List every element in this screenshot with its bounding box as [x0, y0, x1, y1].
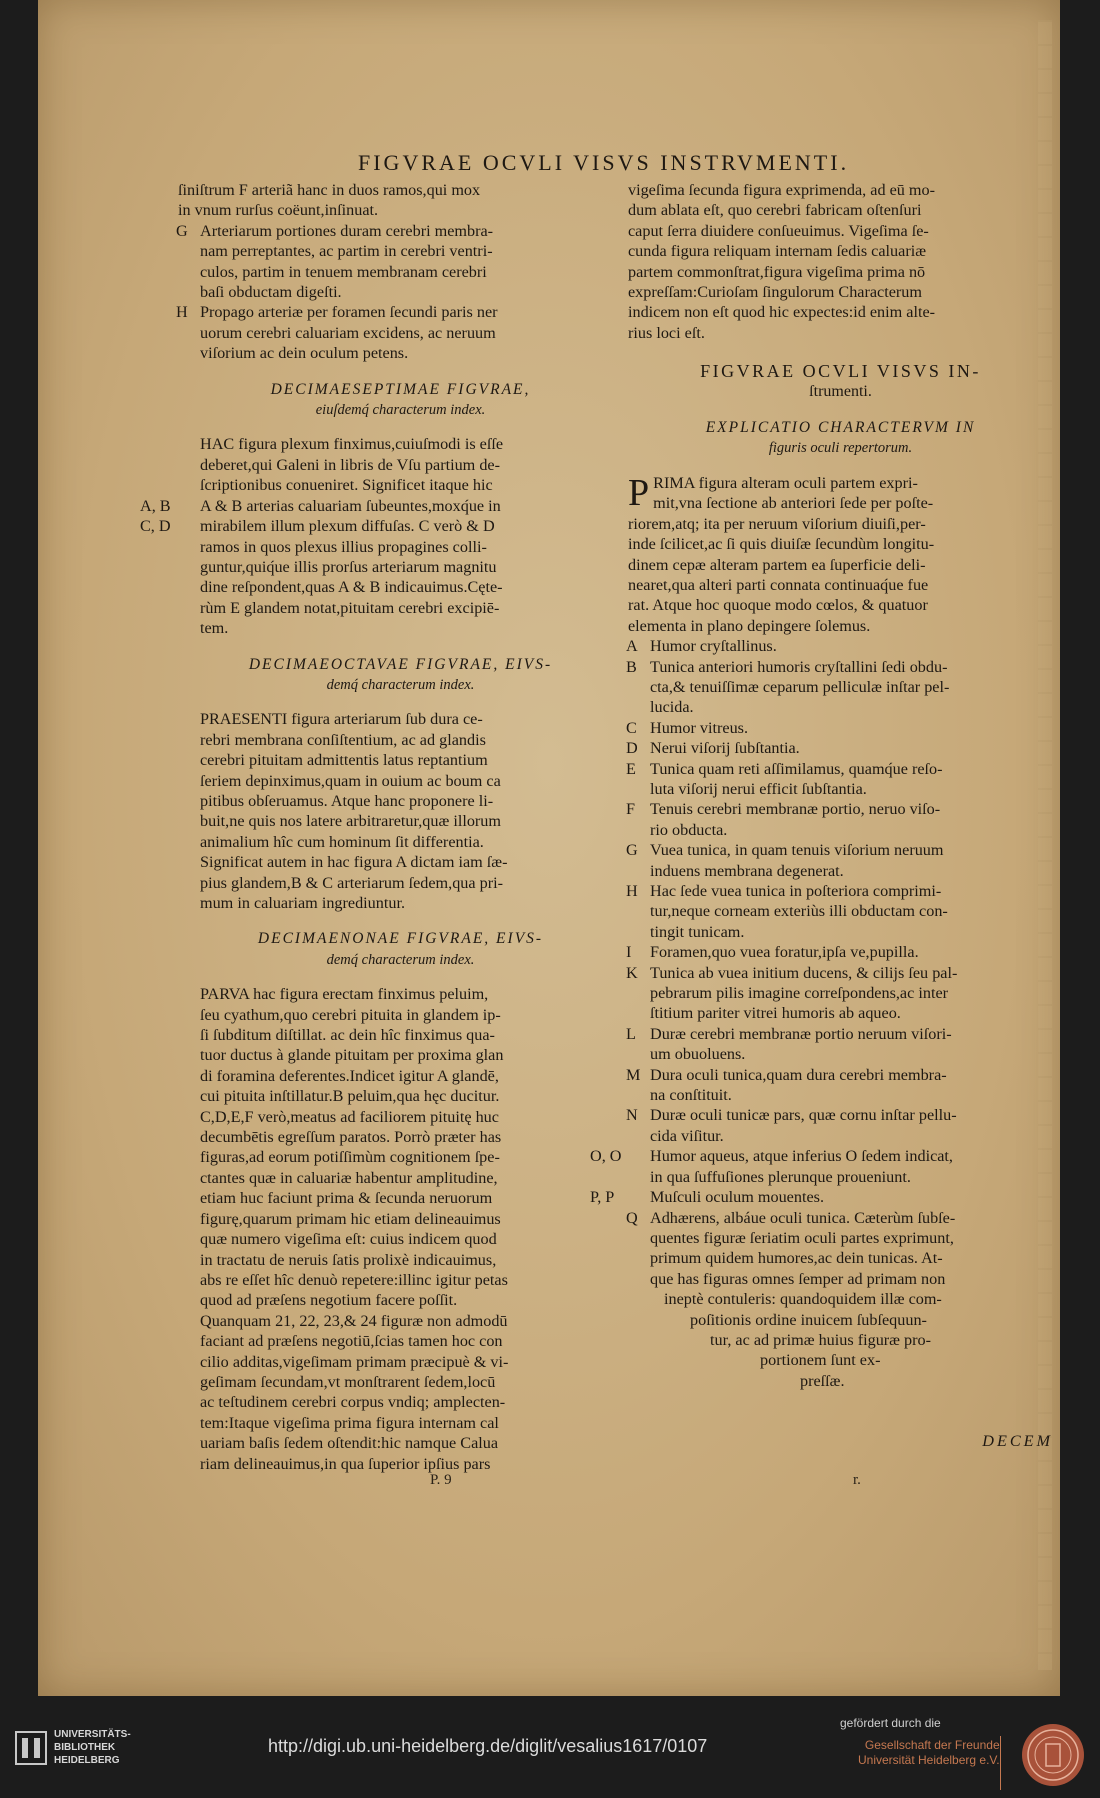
sponsor-line: Gesellschaft der Freunde	[864, 1738, 1000, 1752]
text-line: Tunica anteriori humoris cryſtallini ſedi obdu-	[650, 657, 948, 676]
section-heading-19: DECIMAENONAE FIGVRAE, EIVS-	[257, 930, 544, 948]
text-line: elementa in plano depingere ſolemus.	[628, 616, 871, 635]
text-line: ſiniſtrum F arteriã hanc in duos ramos,qui mox	[178, 181, 481, 199]
text-line: Adhærens, albáue oculi tunica. Cæterùm ſubſe-	[650, 1208, 956, 1227]
item-o	[590, 1146, 1053, 1187]
text-line: Duræ cerebri membranæ portio neruum viſori-	[650, 1024, 952, 1043]
text-line: ſeu cyathum,quo cerebri pituita in glandem ip-	[200, 1005, 501, 1024]
item-marker: M	[626, 1065, 641, 1084]
text-line: luta viſorij nerui efficit ſubſtantia.	[650, 779, 867, 798]
item-marker: O, O	[590, 1147, 622, 1166]
margin-marker: A, B	[140, 496, 171, 515]
text-line: viſorium ac dein oculum petens.	[200, 344, 409, 363]
text-line: Humor cryſtallinus.	[650, 637, 777, 656]
text-line: PRAESENTI figura arteriarum ſub dura ce-	[200, 710, 483, 729]
item-marker: K	[626, 963, 638, 982]
section-19-text	[178, 984, 623, 1474]
item-marker: F	[626, 800, 636, 819]
text-line: primum quidem humores,ac dein tunicas. At-	[650, 1249, 943, 1268]
prima-paragraph	[628, 473, 1053, 636]
text-line: riorem,atq; ita per neruum viſorium diuiſi,per-	[628, 514, 926, 533]
viewer-footer	[0, 1710, 1100, 1798]
text-line: tur,neque corneam exteriùs illi obductam con-	[650, 902, 948, 921]
text-line: dinem cepæ alteram partem ea ſuperficie deli-	[628, 555, 926, 574]
text-line: ac teſtudinem cerebri corpus vndiq; amplecten-	[200, 1393, 506, 1412]
text-line: in tractatu de neruis ſatis prolixè indicauimus,	[200, 1250, 497, 1269]
text-line: RIMA figura alteram oculi partem expri-	[653, 473, 918, 492]
sponsor-block[interactable]	[840, 1716, 1005, 1792]
catchword: DECEM	[982, 1432, 1053, 1451]
logo-line: BIBLIOTHEK	[54, 1742, 116, 1753]
text-line: rio obducta.	[650, 820, 728, 839]
text-line: cilio additas,vigeſimam primam præcipuè & vi-	[200, 1352, 509, 1371]
item-q	[628, 1208, 1053, 1392]
text-line: ſtitium pariter vitrei humoris ab aqueo.	[650, 1004, 901, 1023]
item-p	[590, 1187, 1053, 1207]
signature-mark-right: r.	[853, 1472, 861, 1488]
sponsor-name	[858, 1738, 1000, 1768]
item-m	[628, 1065, 1053, 1106]
text-line: vigeſima ſecunda figura exprimenda, ad eū mo-	[628, 181, 935, 199]
section-17-text	[140, 434, 623, 638]
text-line: tem.	[200, 619, 229, 638]
text-line: cerebri pituitam admittentis latus reptantium	[200, 751, 488, 770]
text-line: A & B arterias caluariam ſubeuntes,moxq́ue in	[200, 496, 501, 515]
text-line: riam delineauimus,in qua ſuperior ipſius pars	[200, 1454, 491, 1473]
item-marker: C	[626, 718, 637, 737]
item-marker: A	[626, 637, 638, 656]
item-f	[628, 799, 1053, 840]
text-line: etiam huc faciunt prima & ſecunda neruorum	[200, 1189, 493, 1208]
text-line: cunda figura reliquam internam ſedis caluariæ	[628, 242, 927, 261]
text-line: rat. Atque hoc quoque modo cœlos, & quatuor	[628, 596, 928, 615]
item-marker: H	[626, 882, 638, 900]
text-line: di foramina deferentes.Indicet igitur A glandē,	[200, 1066, 499, 1085]
text-line: Significat autem in hac figura A dictam iam ſæ-	[200, 853, 508, 872]
text-line: Foramen,quo vuea foratur,ipſa ve,pupilla.	[650, 943, 919, 962]
university-seal-icon	[1020, 1722, 1086, 1788]
text-line: Tenuis cerebri membranæ portio, neruo viſo-	[650, 800, 941, 819]
item-k	[628, 963, 1053, 1024]
item-a	[628, 636, 1053, 656]
text-line: cta,& tenuiſſimæ ceparum pelliculæ inſtar pel-	[650, 677, 950, 696]
text-line: Humor vitreus.	[650, 718, 749, 737]
text-line: Arteriarum portiones duram cerebri membra-	[200, 221, 494, 240]
running-title: FIGVRAE OCVLI VISVS INSTRVMENTI.	[358, 150, 850, 175]
section-18-text	[178, 709, 623, 913]
text-line: Nerui viſorij ſubſtantia.	[650, 739, 800, 758]
text-line: Muſculi oculum mouentes.	[650, 1188, 824, 1207]
section-subheading-19: demq́ characterum index.	[326, 951, 475, 968]
text-line: ſeriem depinximus,quam in ouium ac boum ca	[200, 771, 501, 790]
text-line: quentes figuræ ſeriatim oculi partes exprimunt,	[650, 1228, 954, 1247]
text-line: induens membrana degenerat.	[650, 861, 844, 880]
text-line: tingit tunicam.	[650, 922, 745, 941]
text-line: geſimam ſecundam,vt monſtrarent ſedem,locū	[200, 1372, 496, 1391]
text-line: expreſſam:Curioſam ſingulorum Characterum	[628, 283, 922, 302]
drop-cap: P	[628, 471, 650, 514]
text-line: mirabilem illum plexum diffuſas. C verò & D	[200, 517, 495, 536]
library-logo-icon	[14, 1728, 48, 1768]
text-line: cui pituita inſtillatur.B peluim,qua hęc ducitur.	[200, 1087, 500, 1106]
text-line: Dura oculi tunica,quam dura cerebri membra-	[650, 1065, 947, 1084]
item-marker: N	[626, 1106, 638, 1125]
library-logo[interactable]	[14, 1724, 154, 1774]
section-heading-oculi-2: ſtrumenti.	[809, 382, 872, 400]
text-line: inde ſcilicet,ac ſi quis diuiſæ ſecundùm longitu-	[628, 535, 935, 554]
text-line: figurę,quarum primam hic etiam delineauimus	[200, 1209, 501, 1228]
text-line: C,D,E,F verò,meatus ad faciliorem pituitę huc	[200, 1107, 499, 1126]
text-line: tur, ac ad primæ huius figuræ pro-	[710, 1330, 931, 1349]
text-line: abs re eſſet hîc denuò repetere:illinc igitur petas	[200, 1270, 508, 1289]
margin-marker: C, D	[140, 517, 171, 536]
text-line: Tunica quam reti aſſimilamus, quamq́ue reſo-	[650, 759, 943, 778]
text-line: poſitionis ordine inuicem ſubſequun-	[690, 1310, 927, 1329]
text-line: guntur,quiq́ue illis prorſus arteriarum magnitu	[200, 557, 497, 576]
right-intro	[628, 180, 1053, 343]
text-line: rùm E glandem notat,pituitam cerebri excipiē-	[200, 598, 500, 617]
text-line: na conſtituit.	[650, 1086, 732, 1105]
text-line: indicem non eſt quod hic expectes:id enim alte-	[628, 303, 936, 322]
section-heading-17: DECIMAESEPTIMAE FIGVRAE,	[270, 380, 531, 398]
item-i	[628, 942, 1053, 962]
text-line: decumbētis egreſſum paratos. Porrò præter has	[200, 1128, 502, 1147]
item-marker: B	[626, 657, 637, 676]
text-line: in vnum rurſus coëunt,inſinuat.	[178, 201, 379, 220]
section-subheading-17: eiuſdemq́ characterum index.	[315, 402, 486, 419]
text-line: portionem ſunt ex-	[760, 1351, 881, 1370]
item-marker: G	[626, 841, 638, 860]
text-line: que has figuras omnes ſemper ad primam non	[650, 1269, 946, 1288]
text-line: ſcriptionibus conueniret. Significet itaque hic	[200, 476, 493, 495]
text-line: deberet,qui Galeni in libris de Vſu partium de-	[200, 455, 500, 474]
section-heading-18: DECIMAEOCTAVAE FIGVRAE, EIVS-	[248, 655, 553, 673]
text-line: animalium hîc cum hominum ſit differentia.	[200, 832, 484, 851]
text-line: pebrarum pilis imagine correſpondens,ac inter	[650, 984, 949, 1003]
text-line: buit,ne quis nos latere arbitraretur,quæ illorum	[200, 812, 501, 831]
item-l	[628, 1024, 1053, 1065]
text-line: partem commonſtrat,figura vigeſima prima nō	[628, 262, 926, 281]
explicatio-heading: EXPLICATIO CHARACTERVM IN	[705, 419, 976, 437]
text-line: Hac ſede vuea tunica in poſteriora comprimi-	[650, 882, 942, 900]
text-line: mum in caluariam ingrediuntur.	[200, 894, 405, 912]
item-n	[628, 1105, 1053, 1146]
text-line: ramos in quos plexus illius propagines colli-	[200, 537, 487, 556]
text-line: um obuoluens.	[650, 1045, 746, 1064]
section-heading-oculi: FIGVRAE OCVLI VISVS IN-	[700, 361, 981, 382]
text-line: Humor aqueus, atque inferius O ſedem indicat,	[650, 1147, 953, 1166]
text-line: nam perreptantes, ac partim in cerebri ventri-	[200, 242, 493, 261]
text-line: ctantes quæ in caluariæ habentur amplitudine,	[200, 1168, 498, 1187]
text-line: Quanquam 21, 22, 23,& 24 figuræ non admodū	[200, 1311, 508, 1330]
text-line: pitibus obſeruamus. Atque hanc proponere li-	[200, 791, 494, 810]
text-line: culos, partim in tenuem membranam cerebri	[200, 262, 487, 281]
text-line: caput ſerra diuidere conſueuimus. Vigeſima ſe-	[628, 221, 929, 240]
sponsor-label: gefördert durch die	[840, 1716, 941, 1730]
text-line: preſſæ.	[800, 1371, 845, 1390]
text-line: in qua ſuffuſiones plerunque proueniunt.	[650, 1167, 911, 1186]
text-line: tuor ductus à glande pituitam per proxima glan	[200, 1046, 504, 1065]
logo-line: UNIVERSITÄTS-	[54, 1729, 131, 1740]
item-b	[628, 657, 1053, 718]
logo-line: HEIDELBERG	[54, 1755, 120, 1766]
text-line: ſi ſubditum diſtillat. ac dein hîc finximus qua-	[200, 1026, 495, 1045]
permalink-url[interactable]: http://digi.ub.uni-heidelberg.de/diglit/vesalius1617/0107	[268, 1736, 708, 1756]
right-column	[590, 180, 1053, 1452]
item-h	[178, 302, 623, 363]
text-line: lucida.	[650, 698, 694, 717]
item-marker: G	[176, 221, 188, 240]
item-marker: E	[626, 759, 636, 778]
text-line: baſi obductam digeſti.	[200, 283, 342, 302]
left-column	[140, 180, 623, 1474]
item-marker: I	[626, 943, 632, 962]
text-line: rebri membrana conſiſtentium, ac ad glandis	[200, 730, 486, 749]
text-line: HAC figura plexum finximus,cuiuſmodi is eſſe	[200, 435, 504, 454]
text-line: dine reſpondent,quas A & B indicauimus.Cęte-	[200, 578, 503, 597]
library-logo-text	[54, 1728, 131, 1767]
text-line: rius loci eſt.	[628, 323, 705, 342]
text-line: mit,vna ſectione ab anteriori ſede per poſte-	[653, 494, 934, 513]
section-subheading-18: demq́ characterum index.	[326, 676, 475, 693]
item-e	[628, 759, 1053, 800]
text-line: nearet,qua alteri parti connata continuaq́ue fue	[628, 575, 929, 594]
item-marker: D	[626, 739, 638, 758]
text-line: figuras,ad eorum potiſſimùm cognitionem ſpe-	[200, 1148, 500, 1167]
text-line: ineptè contuleris: quandoquidem illæ com-	[664, 1290, 942, 1309]
item-marker: Q	[626, 1208, 638, 1227]
item-marker: L	[626, 1024, 636, 1043]
text-line: uorum cerebri caluariam excidens, ac neruum	[200, 323, 496, 342]
text-line: pius glandem,B & C arteriarum ſedem,qua pri-	[200, 873, 503, 892]
signature-mark: P. 9	[430, 1472, 452, 1488]
text-line: Vuea tunica, in quam tenuis viſorium neruum	[650, 841, 944, 860]
item-h	[628, 881, 1053, 942]
item-c	[628, 718, 1053, 738]
text-line: uariam baſis ſedem oſtendit:hic namque Calua	[200, 1434, 499, 1453]
book-page	[38, 0, 1060, 1696]
text-line: cida viſitur.	[650, 1126, 724, 1145]
text-line: Tunica ab vuea initium ducens, & cilijs ſeu pal-	[650, 963, 958, 982]
item-marker: H	[176, 303, 188, 322]
text-line: dum ablata eſt, quo cerebri fabricam oſtenſuri	[628, 201, 922, 220]
text-line: Duræ oculi tunicæ pars, quæ cornu inſtar pellu-	[650, 1106, 957, 1125]
text-line: PARVA hac figura erectam finximus peluim,	[200, 985, 489, 1004]
item-g	[178, 221, 623, 303]
sponsor-divider	[1000, 1736, 1001, 1790]
text-line: quæ numero vigeſima eſt: cuius indicem quod	[200, 1230, 497, 1249]
text-line: quod ad præſens negotium facere poſſit.	[200, 1291, 458, 1310]
text-line: faciant ad præſens negotiū,ſcias tamen hoc con	[200, 1332, 503, 1351]
explicatio-subheading: figuris oculi repertorum.	[768, 440, 913, 457]
item-d	[628, 738, 1053, 758]
text-line: Propago arteriæ per foramen ſecundi paris ner	[200, 303, 498, 322]
text-line: tem:Itaque vigeſima prima figura internam cal	[200, 1413, 499, 1432]
item-g	[628, 840, 1053, 881]
item-marker: P, P	[590, 1188, 615, 1207]
sponsor-line: Universität Heidelberg e.V.	[858, 1753, 1000, 1767]
